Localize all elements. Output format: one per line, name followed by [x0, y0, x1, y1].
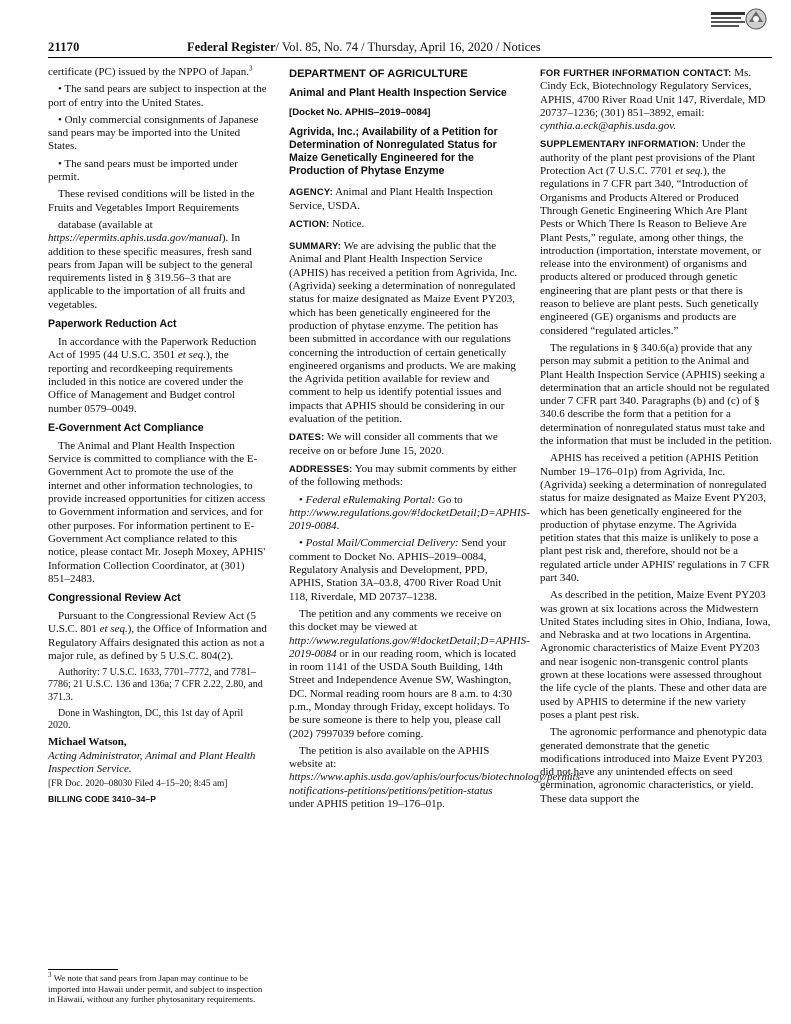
- section-heading: E-Government Act Compliance: [48, 421, 204, 434]
- section-heading: Paperwork Reduction Act: [48, 318, 177, 331]
- bullet-item: • The sand pears must be imported under permit.: [48, 157, 238, 184]
- regulations-link[interactable]: http://www.regulations.gov/#!docketDetail;D=APHIS-2019-0084: [289, 634, 530, 660]
- agency-heading: Animal and Plant Health Inspection Service: [289, 87, 507, 99]
- issue-info: / Vol. 85, No. 74 / Thursday, April 16, 2020 / Notices: [275, 40, 541, 54]
- paragraph: The regulations in § 340.6(a) provide that any person may submit a petition to the Animal and Plant Health Inspection Service (APHIS) seeking a determination that an article should not be regulated under 7 CFR part 340. Paragraphs (b) and (c) of § 340.6 describe the form that a petition for a determination of nonregulated status must take and the information that must be included in the petition.: [540, 341, 772, 448]
- signer-name: Michael Watson,: [48, 736, 127, 749]
- federal-register-logo-icon: [711, 6, 767, 34]
- agency-line: AGENCY: Animal and Plant Health Inspection Service, USDA.: [289, 186, 493, 212]
- footnote: $^3$ We note that sand pears from Japan may continue to be imported into Hawaii under permit, and subject to inspection in Hawaii, without any further phytosanitary requirements.: [48, 971, 263, 1004]
- docket-number: [Docket No. APHIS–2019–0084]: [289, 107, 431, 118]
- addresses: ADDRESSES: You may submit comments by either of the following methods:: [289, 462, 517, 489]
- column-1: [48, 66, 268, 807]
- dates: DATES: We will consider all comments that we receive on or before June 15, 2020.: [289, 431, 498, 457]
- section-heading: Congressional Review Act: [48, 592, 181, 605]
- column-2: [289, 66, 584, 815]
- date-signed: Done in Washington, DC, this 1st day of April 2020.: [48, 707, 244, 732]
- page-header: [48, 40, 772, 56]
- paragraph: As described in the petition, Maize Event PY203 was grown at six locations across the Midwestern United States including sites in Ohio, Indiana, Iowa, and Nebraska and at two locations in Argentina. Agronomic characteristics of Maize Event PY203 and near isogenic non-transgenic control plants grown at these locations were assessed throughout the life cycle of the plants. These and other data are used by APHIS to determine if the new variety poses a plant pest risk.: [540, 589, 771, 721]
- paragraph: The Animal and Plant Health Inspection Service is committed to compliance with the E-Government Act to promote the use of the internet and other information technologies, to provide increased opportunities for citizen access to Government information and services, and for other purposes. For information pertinent to E-Government Act compliance related to this notice, please contact Mr. Joseph Moxey, APHIS' Information Collection Coordinator, at (301) 851–2483.: [48, 439, 266, 585]
- authority-citation: Authority: 7 U.S.C. 1633, 7701–7772, and 7781–7786; 21 U.S.C. 136 and 136a; 7 CFR 2.22, 2.80, and 371.3.: [48, 667, 263, 703]
- paragraph: In accordance with the Paperwork Reduction Act of 1995 (44 U.S.C. 3501 et seq.), the reporting and recordkeeping requirements included in this notice are covered under the Office of Management and Budget control number 0579–0049.: [48, 336, 257, 415]
- notice-title: Agrivida, Inc.; Availability of a Petition for Determination of Nonregulated Status for Maize Genetically Engineered for the Production of Phytase Enzyme: [289, 126, 498, 178]
- bullet-item: • Federal eRulemaking Portal: Go to http://www.regulations.gov/#!docketDetail;D=APHIS-2019-0084.: [289, 493, 530, 533]
- bullet-item: • Only commercial consignments of Japanese sand pears may be imported into the United States.: [48, 113, 259, 153]
- header-citation: [187, 40, 541, 55]
- manual-link[interactable]: https://epermits.aphis.usda.gov/manual: [48, 232, 222, 245]
- summary: SUMMARY: We are advising the public that the Animal and Plant Health Inspection Service (APHIS) has received a petition from Agrivida, Inc. (Agrivida) seeking a determination of nonregulated status for maize designated as Maize Event PY203, which has been genetically engineered for the production of phytase enzyme. The petition has been submitted in accordance with our regulations concerning the introduction of certain genetically engineered organisms and products. We are making the Agrivida petition available for review and comment to help us identify potential issues and impacts that APHIS should be considering in our evaluation of the petition.: [289, 240, 518, 426]
- email-link[interactable]: cynthia.a.eck@aphis.usda.gov.: [540, 120, 677, 133]
- paragraph: The agronomic performance and phenotypic data generated demonstrate that the genetic modifications introduced into Maize Event PY203 did not have any unintended effects on seed germination, agronomic characteristics, or yield. These data support the: [540, 726, 767, 805]
- page-number: 21170: [48, 40, 80, 54]
- paragraph: certificate (PC) issued by the NPPO of Japan.$^3$: [48, 64, 253, 78]
- aphis-link[interactable]: https://www.aphis.usda.gov/aphis/ourfocus/biotechnology/permits-notifications-petitions/petitions/petition-status: [289, 771, 584, 797]
- bullet-item: • The sand pears are subject to inspection at the port of entry into the United States.: [48, 83, 267, 109]
- paragraph: APHIS has received a petition (APHIS Petition Number 19–176–01p) from Agrivida, Inc. (Agrivida) seeking a determination of nonregulated status for maize designated as Maize Event PY203, which has been genetically engineered for the production of phytase enzyme. The Agrivida petition states that this maize is unlikely to pose a plant pest risk and, therefore, should not be a regulated article under APHIS' regulations in 7 CFR part 340.: [540, 452, 770, 584]
- bullet-item: • Postal Mail/Commercial Delivery: Send your comment to Docket No. APHIS–2019–0084, Regulatory Analysis and Development, PPD, APHIS, Station 3A–03.8, 4700 River Road Unit 118, Riverdale, MD 20737–1238.: [289, 537, 507, 603]
- supplementary-info: SUPPLEMENTARY INFORMATION: Under the authority of the plant pest provisions of the Plant Protection Act (7 U.S.C. 7701 et seq.), the regulations in 7 CFR part 340, “Introduction of Organisms and Products Altered or Produced Through Genetic Engineering Which Are Plant Pests or Which There Is Reason to Believe Are Plant Pests,” regulate, among other things, the introduction (importation, interstate movement, or release into the environment) of organisms and products altered or produced through genetic engineering that are plant pests or that there is reason to believe are plant pests. Such genetically engineered (GE) organisms and products are considered “regulated articles.”: [540, 138, 762, 337]
- action-line: ACTION: Notice.: [289, 217, 365, 230]
- department-heading: DEPARTMENT OF AGRICULTURE: [289, 68, 468, 80]
- billing-code: BILLING CODE 3410–34–P: [48, 794, 156, 805]
- paragraph: These revised conditions will be listed in the Fruits and Vegetables Import Requirements: [48, 188, 255, 214]
- header-rule: [48, 57, 772, 58]
- regulations-link[interactable]: http://www.regulations.gov/#!docketDetail;D=APHIS-2019-0084: [289, 506, 530, 533]
- paragraph: database (available at https://epermits.aphis.usda.gov/manual). In addition to these specific measures, fresh sand pears from Japan will be subject to the general requirements listed in § 319.56–3 that are applicable to the importation of all fruits and vegetables.: [48, 218, 253, 311]
- footnote-rule: [48, 969, 118, 970]
- fr-doc-number: [FR Doc. 2020–08030 Filed 4–15–20; 8:45 am]: [48, 779, 228, 790]
- signer-title: Acting Administrator, Animal and Plant Health Inspection Service.: [48, 749, 256, 775]
- paragraph: The petition and any comments we receive on this docket may be viewed at http://www.regulations.gov/#!docketDetail;D=APHIS-2019-0084 or in our reading room, which is located in room 1141 of the USDA South Building, 14th Street and Independence Avenue SW, Washington, DC. Normal reading room hours are 8 a.m. to 4:30 p.m., Monday through Friday, except holidays. To be sure someone is there to help you, please call (202) 7997039 before coming.: [289, 607, 530, 740]
- journal-name: Federal Register: [187, 40, 276, 54]
- footnote-ref[interactable]: 3: [249, 64, 253, 73]
- contact-info: FOR FURTHER INFORMATION CONTACT: Ms. Cindy Eck, Biotechnology Regulatory Services, APHIS, 4700 River Road Unit 147, Riverdale, MD 20737–1236; (301) 851–3892, email: cynthia.a.eck@aphis.usda.gov.: [540, 67, 766, 133]
- column-3: [540, 66, 772, 810]
- paragraph: Pursuant to the Congressional Review Act (5 U.S.C. 801 et seq.), the Office of Information and Regulatory Affairs designated this action as not a major rule, as defined by 5 U.S.C. 804(2).: [48, 610, 267, 662]
- paragraph: The petition is also available on the APHIS website at: https://www.aphis.usda.gov/aphis/ourfocus/biotechnology/permits-notifications-petitions/petitions/petition-status under APHIS petition 19–176–01p.: [289, 744, 584, 811]
